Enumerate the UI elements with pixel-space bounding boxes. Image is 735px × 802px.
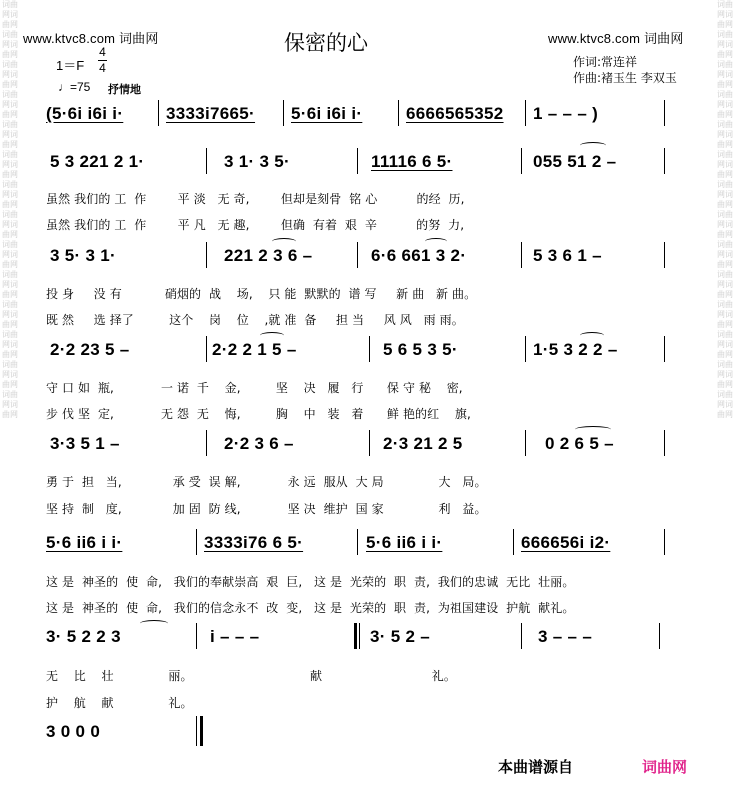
lyricist-credit: 作词:常连祥 <box>573 55 638 69</box>
measure: 221 2 3 6 – <box>224 246 313 265</box>
barline <box>369 336 370 362</box>
time-signature <box>98 46 107 75</box>
tie-slur <box>580 142 606 149</box>
site-watermark-left[interactable]: www.ktvc8.com 词曲网 <box>23 31 159 46</box>
lyric-line: 坚 持 制 度, 加 固 防 线, 坚 决 维护 国 家 利 益。 <box>46 502 487 516</box>
barline <box>398 100 399 126</box>
lyric-line: 勇 于 担 当, 承 受 误 解, 永 远 服从 大 局 大 局。 <box>46 475 487 489</box>
tie-slur <box>272 238 296 245</box>
time-signature-bottom: 4 <box>99 61 106 75</box>
measure: 3· 5 2 2 3 <box>46 627 121 646</box>
lyric-line: 无 比 壮 丽。 献 礼。 <box>46 669 456 683</box>
barline <box>521 242 522 268</box>
measure: 0 2 6 5 – <box>545 434 614 453</box>
barline <box>359 623 360 649</box>
side-watermark-left: 词曲网词曲网词曲网词曲网词曲网词曲网词曲网词曲网词曲网词曲网词曲网词曲网词曲网词曲网词曲网词曲网词曲网词曲网词曲网词曲网词曲网词曲网词曲网词曲网词曲网词曲网词曲网词曲网 <box>2 0 18 419</box>
song-title: 保密的心 <box>284 31 368 55</box>
measure: 3333i7665· <box>166 104 256 123</box>
barline <box>158 100 159 126</box>
measure: 666656i i2· <box>521 533 611 552</box>
measure: 6666565352 <box>406 104 504 123</box>
measure: 5·6i i6i i· <box>291 104 363 123</box>
measure: 11116 6 5· <box>371 152 453 171</box>
expression-marking: 抒情地 <box>108 83 141 96</box>
composer-credit: 作曲:褚玉生 李双玉 <box>573 71 677 85</box>
measure: 3333i76 6 5· <box>204 533 304 552</box>
tie-slur <box>260 332 284 339</box>
barline <box>206 336 207 362</box>
measure: 5 3 6 1 – <box>533 246 602 265</box>
barline <box>357 242 358 268</box>
barline <box>521 148 522 174</box>
tempo-marking: ♩=75 <box>58 80 91 94</box>
measure: 3 0 0 0 <box>46 722 101 741</box>
repeat-barline <box>354 623 357 649</box>
barline <box>664 148 665 174</box>
measure: 5·6 ii6 i i· <box>366 533 443 552</box>
tie-slur <box>425 238 447 245</box>
lyric-line: 虽然 我们的 工 作 平 淡 无 奇, 但却是刻骨 铭 心 的经 历, <box>46 192 465 206</box>
barline <box>206 242 207 268</box>
measure: 2·3 21 2 5 <box>383 434 463 453</box>
measure: 2·2 2 1 5 – <box>212 340 297 359</box>
measure: 1 – – – ) <box>533 104 599 123</box>
barline <box>664 336 665 362</box>
measure: 055 51 2 – <box>533 152 617 171</box>
key-signature: 1＝F <box>56 58 85 73</box>
lyric-line: 这 是 神圣的 使 命, 我们的信念永不 改 变, 这 是 光荣的 职 责, 为祖国建设 护航 献礼。 <box>46 601 575 615</box>
tie-slur <box>580 332 604 339</box>
barline <box>357 529 358 555</box>
barline <box>206 148 207 174</box>
lyric-line: 投 身 没 有 硝烟的 战 场, 只 能 默默的 谱 写 新 曲 新 曲。 <box>46 287 477 301</box>
barline <box>369 430 370 456</box>
tie-slur <box>575 426 611 433</box>
barline <box>664 430 665 456</box>
source-label: 本曲谱源自 <box>498 758 574 776</box>
barline <box>664 100 665 126</box>
lyric-line: 步 伐 坚 定, 无 怨 无 悔, 胸 中 装 着 鲜 艳的红 旗, <box>46 407 471 421</box>
measure: (5·6i i6i i· <box>46 104 124 123</box>
barline <box>521 623 522 649</box>
barline <box>196 716 197 746</box>
measure: 3 – – – <box>538 627 593 646</box>
site-watermark-right[interactable]: www.ktvc8.com 词曲网 <box>548 31 684 46</box>
lyric-line: 护 航 献 礼。 <box>46 696 193 710</box>
barline <box>659 623 660 649</box>
barline <box>196 623 197 649</box>
barline <box>664 529 665 555</box>
measure: 2·2 3 6 – <box>224 434 294 453</box>
barline <box>664 242 665 268</box>
lyric-line: 这 是 神圣的 使 命, 我们的奉献崇高 艰 巨, 这 是 光荣的 职 责, 我们的忠诚 无比 壮丽。 <box>46 575 575 589</box>
tie-slur <box>140 620 168 627</box>
measure: 5 6 5 3 5· <box>383 340 458 359</box>
lyric-line: 既 然 选 择了 这个 岗 位 ,就 准 备 担 当 风 风 雨 雨。 <box>46 313 464 327</box>
measure: 1·5 3 2 2 – <box>533 340 618 359</box>
measure: 5 3 221 2 1· <box>50 152 145 171</box>
measure: 3· 5 2 – <box>370 627 431 646</box>
barline <box>206 430 207 456</box>
barline <box>196 529 197 555</box>
final-barline <box>200 716 203 746</box>
measure: 5·6 ii6 i i· <box>46 533 123 552</box>
source-site-link[interactable]: 词曲网 <box>642 758 688 776</box>
barline <box>283 100 284 126</box>
measure: 3·3 5 1 – <box>50 434 120 453</box>
barline <box>525 100 526 126</box>
barline <box>513 529 514 555</box>
measure: 2·2 23 5 – <box>50 340 130 359</box>
lyric-line: 守 口 如 瓶, 一 诺 千 金, 坚 决 履 行 保 守 秘 密, <box>46 381 463 395</box>
barline <box>525 430 526 456</box>
barline <box>357 148 358 174</box>
side-watermark-right: 词曲网词曲网词曲网词曲网词曲网词曲网词曲网词曲网词曲网词曲网词曲网词曲网词曲网词曲网词曲网词曲网词曲网词曲网词曲网词曲网词曲网词曲网词曲网词曲网词曲网词曲网词曲网词曲网 <box>717 0 733 419</box>
lyric-line: 虽然 我们的 工 作 平 凡 无 趣, 但确 有着 艰 辛 的努 力, <box>46 218 465 232</box>
measure: i – – – <box>210 627 260 646</box>
measure: 3 1· 3 5· <box>224 152 291 171</box>
measure: 6·6 661 3 2· <box>371 246 467 265</box>
measure: 3 5· 3 1· <box>50 246 117 265</box>
barline <box>525 336 526 362</box>
time-signature-top: 4 <box>99 45 106 59</box>
